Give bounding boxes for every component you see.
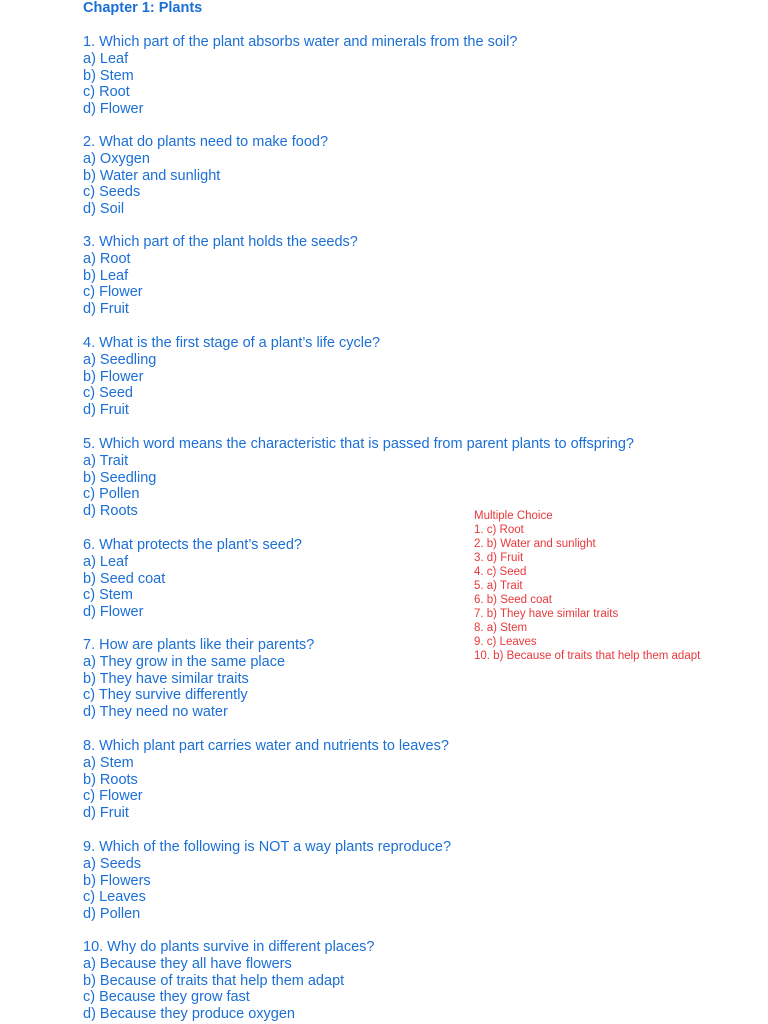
question-block [83,637,314,721]
question-text: 5. Which word means the characteristic that is passed from parent plants to offspring? [83,436,634,452]
answer-option: b) Leaf [83,267,129,284]
answer-option: c) Seeds [83,184,141,201]
question-block [83,134,328,218]
answer-option: c) Pollen [83,486,140,503]
answer-option: c) Flower [83,284,143,301]
answer-option: b) Seedling [83,469,157,486]
answer-option: c) Because they grow fast [83,989,250,1006]
question-text: 3. Which part of the plant holds the seeds? [83,234,358,250]
question-block [83,335,380,419]
answer-option: c) Seed [83,385,133,402]
answer-option: a) Because they all have flowers [83,955,292,972]
answer-option: a) Leaf [83,553,129,570]
answer-option: b) They have similar traits [83,670,249,687]
answer-option: b) Stem [83,67,134,84]
question-text: 6. What protects the plant’s seed? [83,537,302,553]
answer-option: c) Flower [83,788,143,805]
answer-option: a) Leaf [83,50,129,67]
answer-option: a) Seedling [83,351,157,368]
answer-option: c) Root [83,84,130,101]
question-text: 10. Why do plants survive in different places? [83,939,375,955]
question-text: 9. Which of the following is NOT a way plants reproduce? [83,839,452,855]
answer-option: d) Soil [83,201,125,218]
answer-option: d) Fruit [83,402,129,419]
answer-option: d) Fruit [83,805,129,822]
answer-option: c) Stem [83,587,133,604]
answer-key-item: 8. a) Stem [474,622,528,634]
answer-option: d) They need no water [83,704,228,721]
answer-option: b) Water and sunlight [83,167,221,184]
question-block [83,839,451,923]
answer-option: d) Pollen [83,906,141,923]
answer-option: a) Oxygen [83,150,150,167]
answer-option: b) Seed coat [83,570,166,587]
answer-option: a) Trait [83,452,129,469]
answer-key-item: 1. c) Root [474,524,524,536]
answer-key-item: 6. b) Seed coat [474,594,552,606]
answer-key-item: 5. a) Trait [474,580,523,592]
answer-key-item: 2. b) Water and sunlight [474,538,596,550]
answer-key-title: Multiple Choice [474,510,553,522]
question-text: 4. What is the first stage of a plant’s life cycle? [83,335,381,351]
answer-key [474,509,700,663]
answer-option: b) Flowers [83,872,151,889]
question-text: 8. Which plant part carries water and nutrients to leaves? [83,738,449,754]
question-text: 2. What do plants need to make food? [83,134,329,150]
answer-key-item: 7. b) They have similar traits [474,608,619,620]
answer-option: a) Stem [83,754,134,771]
answer-option: c) Leaves [83,889,146,906]
answer-option: b) Flower [83,368,144,385]
answer-key-item: 3. d) Fruit [474,552,524,564]
question-block [83,234,358,318]
question-text: 1. Which part of the plant absorbs water and minerals from the soil? [83,34,518,50]
answer-option: a) Root [83,250,131,267]
answer-option: d) Flower [83,101,144,118]
question-block [83,939,375,1023]
answer-option: d) Flower [83,604,144,621]
answer-option: d) Roots [83,503,138,520]
answer-option: b) Roots [83,771,138,788]
question-block [83,738,449,822]
question-block [83,34,517,118]
answer-key-item: 9. c) Leaves [474,636,537,648]
answer-option: d) Because they produce oxygen [83,1006,295,1023]
answer-option: a) Seeds [83,855,142,872]
answer-option: d) Fruit [83,301,129,318]
question-text: 7. How are plants like their parents? [83,637,315,653]
answer-option: c) They survive differently [83,687,248,704]
question-block [83,436,634,520]
question-block [83,537,302,621]
answer-option: b) Because of traits that help them adapt [83,972,345,989]
chapter-title: Chapter 1: Plants [83,0,203,16]
answer-option: a) They grow in the same place [83,653,286,670]
answer-key-item: 10. b) Because of traits that help them adapt [474,650,701,662]
answer-key-item: 4. c) Seed [474,566,527,578]
